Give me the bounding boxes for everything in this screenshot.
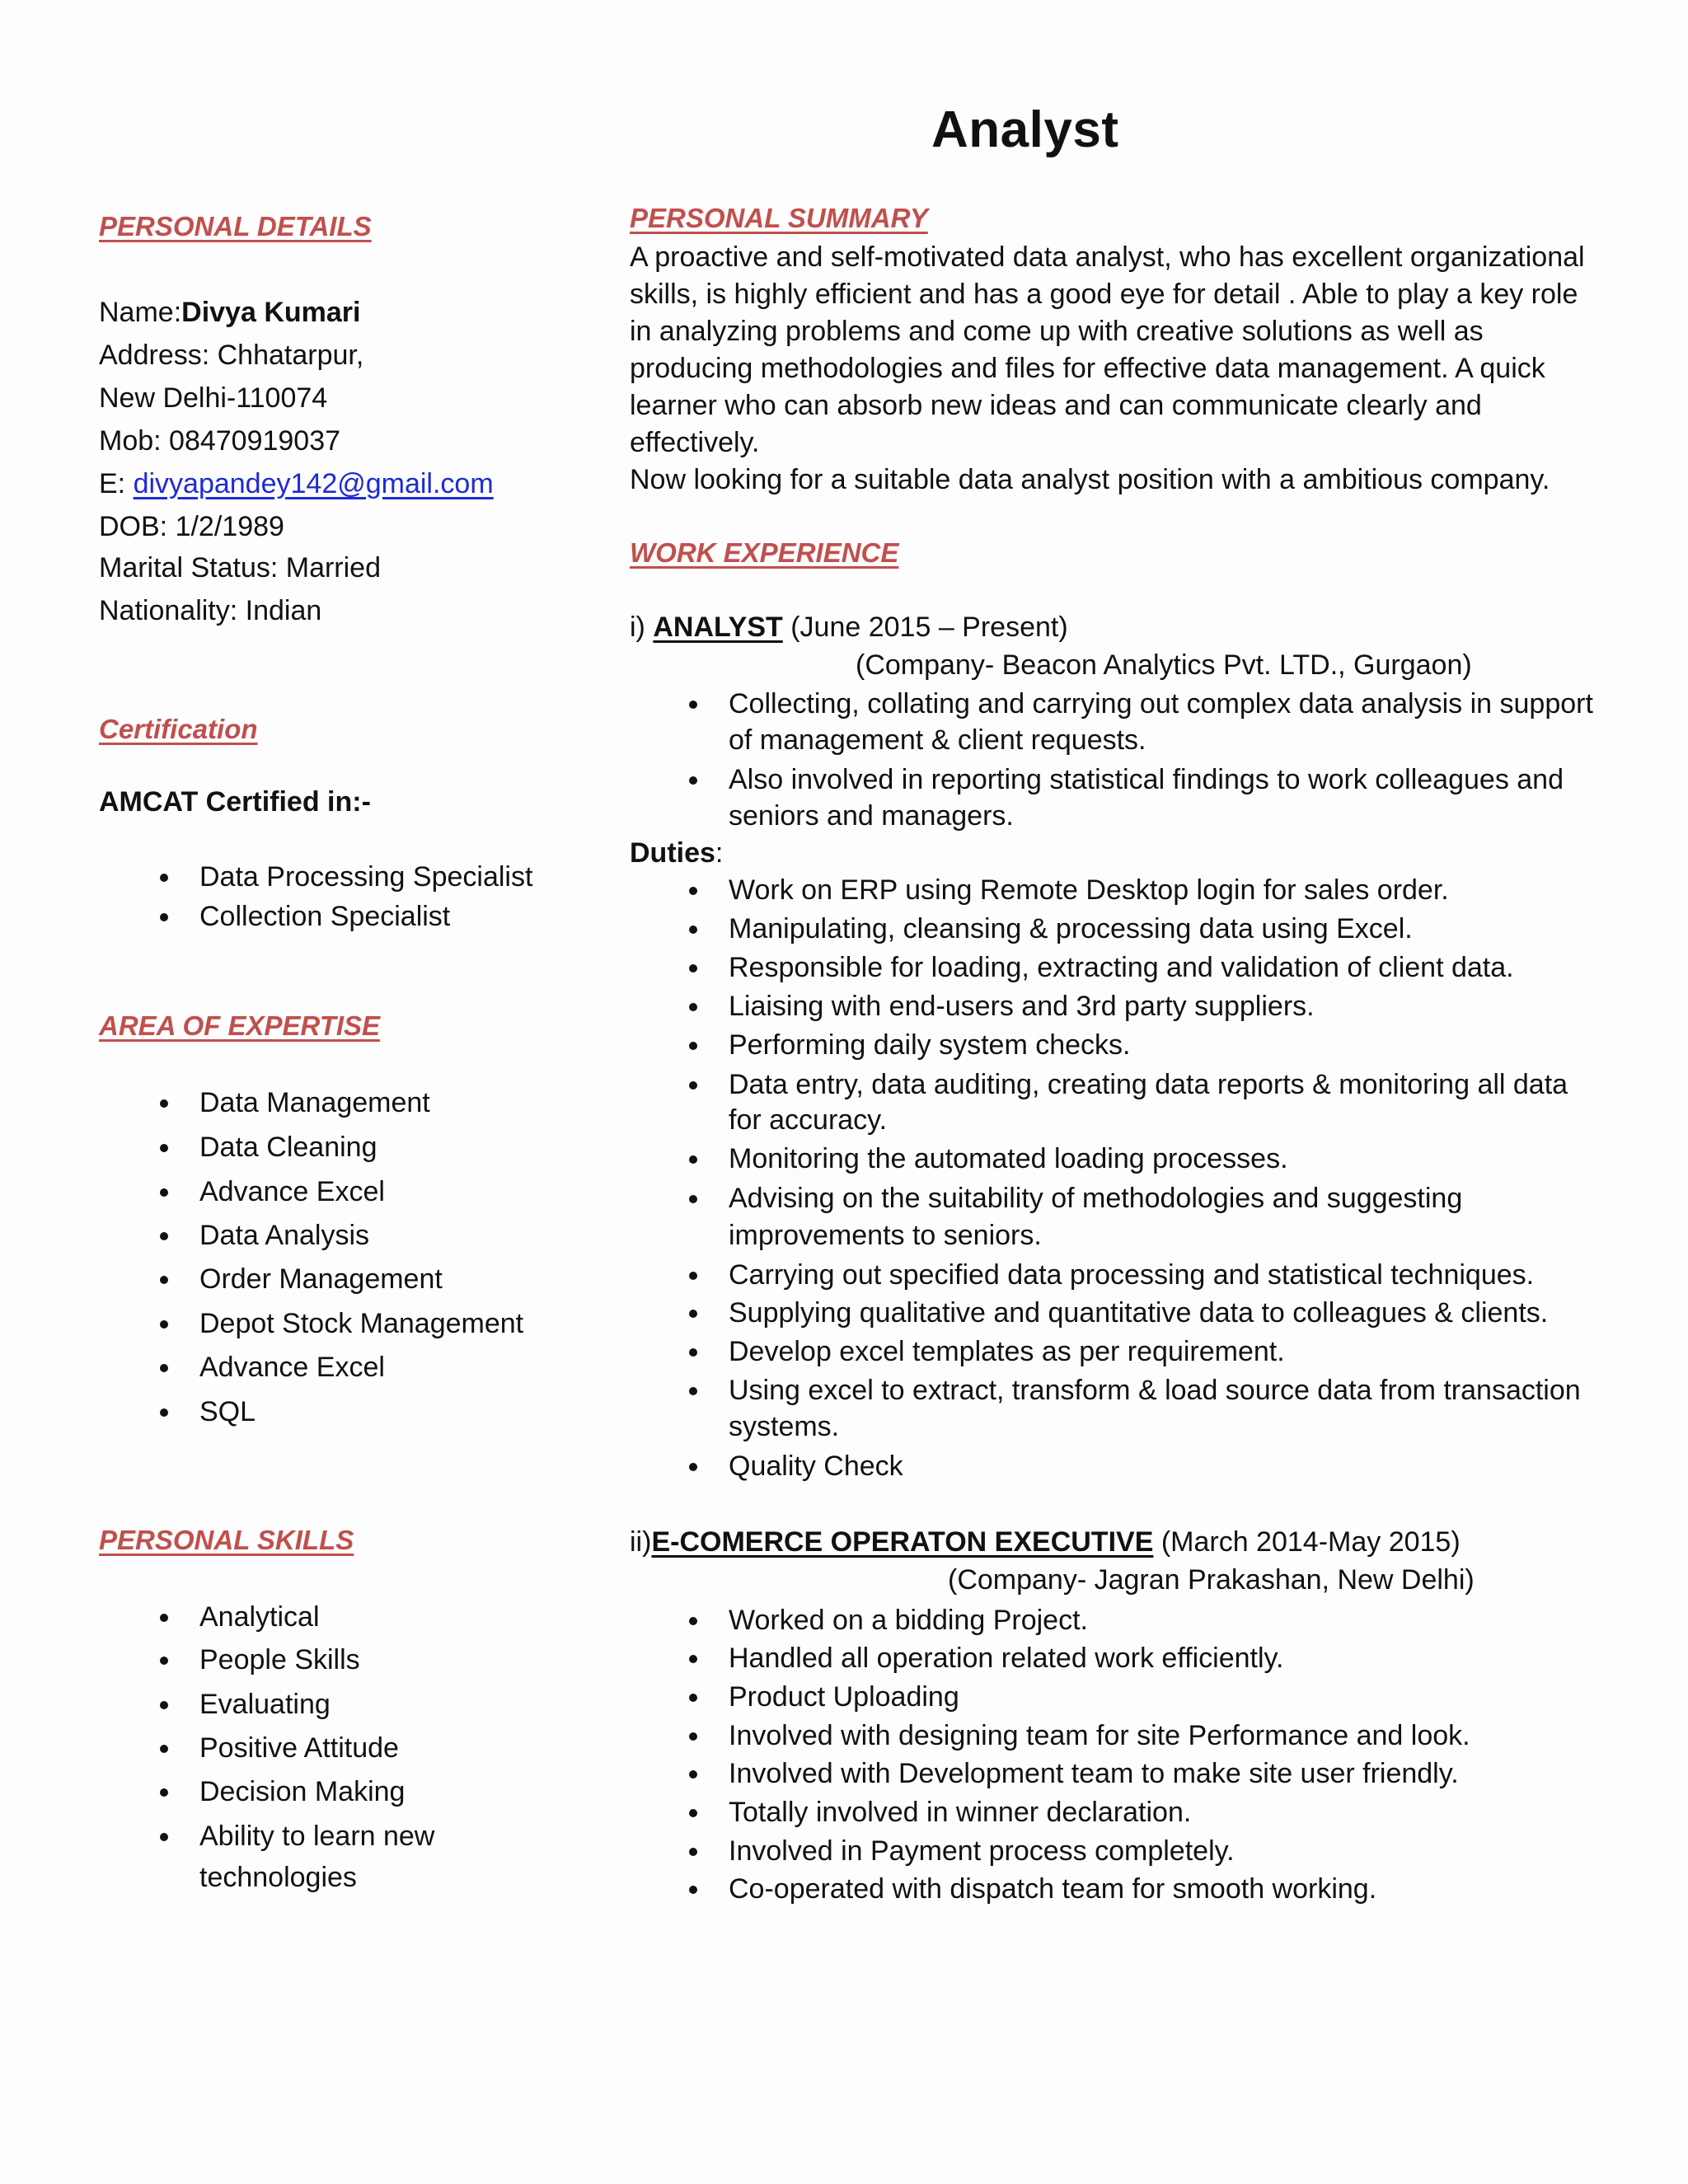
bullet-icon — [160, 1408, 168, 1417]
bullet-icon — [160, 1745, 168, 1753]
list-item: Advance Excel — [199, 1349, 385, 1385]
list-item: Also involved in reporting statistical findings to work colleagues and — [729, 762, 1564, 798]
bullet-icon — [689, 1886, 697, 1894]
bullet-icon — [160, 1144, 168, 1152]
list-item: Data Processing Specialist — [199, 859, 532, 895]
bullet-icon — [160, 1657, 168, 1665]
email-label: E: — [99, 468, 126, 499]
summary-line: skills, is highly efficient and has a good eye for detail . Able to play a key role — [630, 279, 1578, 310]
list-item-continuation: for accuracy. — [729, 1104, 888, 1136]
list-item: Analytical — [199, 1599, 320, 1635]
bullet-icon — [689, 1770, 697, 1779]
email-link[interactable]: divyapandey142@gmail.com — [133, 468, 494, 499]
bullet-icon — [689, 926, 697, 934]
bullet-icon — [689, 1387, 697, 1395]
bullet-icon — [689, 1848, 697, 1856]
list-item: SQL — [199, 1394, 256, 1430]
bullet-icon — [689, 701, 697, 709]
bullet-icon — [689, 1081, 697, 1090]
job2-title: E-COMERCE OPERATON EXECUTIVE — [651, 1526, 1154, 1558]
bullet-icon — [160, 1364, 168, 1372]
list-item: Carrying out specified data processing and statistical techniques. — [729, 1257, 1534, 1293]
list-item: Collection Specialist — [199, 898, 450, 935]
bullet-icon — [689, 1809, 697, 1817]
list-item: Data Cleaning — [199, 1129, 377, 1165]
summary-line: effectively. — [630, 427, 760, 458]
bullet-icon — [689, 1195, 697, 1203]
address-line-2: New Delhi-110074 — [99, 382, 328, 414]
bullet-icon — [689, 1694, 697, 1702]
list-item: Product Uploading — [729, 1679, 959, 1715]
summary-line: A proactive and self-motivated data analyst, who has excellent organizational — [630, 241, 1585, 273]
job1-dates: (June 2015 – Present) — [790, 612, 1068, 643]
list-item: Manipulating, cleansing & processing data using Excel. — [729, 911, 1413, 947]
summary-paragraph — [630, 239, 1619, 499]
name-value: Divya Kumari — [181, 297, 361, 328]
list-item: Involved in Payment process completely. — [729, 1833, 1235, 1869]
list-item-continuation: improvements to seniors. — [729, 1220, 1042, 1251]
work-heading: WORK EXPERIENCE — [630, 537, 899, 568]
list-item: Using excel to extract, transform & load source data from transaction — [729, 1372, 1581, 1408]
bullet-icon — [160, 1276, 168, 1284]
bullet-icon — [160, 1788, 168, 1797]
bullet-icon — [689, 964, 697, 972]
skills-heading: PERSONAL SKILLS — [99, 1525, 354, 1555]
certification-heading: Certification — [99, 714, 258, 744]
bullet-icon — [689, 1655, 697, 1663]
summary-line: in analyzing problems and come up with creative solutions as well as — [630, 316, 1484, 347]
bullet-icon — [160, 1320, 168, 1329]
summary-line: Now looking for a suitable data analyst position with a ambitious company. — [630, 464, 1550, 495]
bullet-icon — [160, 1232, 168, 1240]
marital-line: Marital Status: Married — [99, 552, 381, 583]
list-item: Order Management — [199, 1261, 443, 1297]
list-item: Advising on the suitability of methodologies and suggesting — [729, 1180, 1462, 1216]
summary-heading: PERSONAL SUMMARY — [630, 203, 928, 233]
bullet-icon — [689, 776, 697, 785]
list-item-continuation: seniors and managers. — [729, 800, 1014, 832]
list-item: Data Analysis — [199, 1217, 369, 1254]
job2-number: ii) — [630, 1526, 652, 1558]
bullet-icon — [689, 1348, 697, 1357]
summary-line: learner who can absorb new ideas and can communicate clearly and — [630, 390, 1482, 421]
bullet-icon — [689, 1617, 697, 1625]
job1-company: (Company- Beacon Analytics Pvt. LTD., Gurgaon) — [856, 649, 1472, 681]
job2-dates: (March 2014-May 2015) — [1160, 1526, 1461, 1558]
bullet-icon — [160, 1614, 168, 1622]
list-item: Decision Making — [199, 1774, 405, 1810]
job1-title: ANALYST — [653, 612, 783, 643]
list-item: Liaising with end-users and 3rd party suppliers. — [729, 988, 1315, 1024]
mobile-line: Mob: 08470919037 — [99, 425, 341, 457]
list-item-continuation: of management & client requests. — [729, 724, 1146, 756]
bullet-icon — [689, 1042, 697, 1050]
list-item-continuation: technologies — [199, 1862, 357, 1893]
bullet-icon — [689, 1463, 697, 1471]
duties-label: Duties — [630, 837, 715, 869]
bullet-icon — [689, 1732, 697, 1741]
list-item: Responsible for loading, extracting and validation of client data. — [729, 949, 1514, 986]
job2-company: (Company- Jagran Prakashan, New Delhi) — [948, 1564, 1475, 1596]
duties-colon: : — [715, 837, 724, 869]
bullet-icon — [689, 887, 697, 895]
bullet-icon — [689, 1272, 697, 1280]
page-title: Analyst — [931, 101, 1119, 158]
expertise-heading: AREA OF EXPERTISE — [99, 1010, 381, 1041]
list-item: Involved with Development team to make site user friendly. — [729, 1755, 1459, 1792]
bullet-icon — [160, 1188, 168, 1197]
list-item: Quality Check — [729, 1448, 903, 1484]
job1-number: i) — [630, 612, 645, 643]
bullet-icon — [689, 1155, 697, 1164]
list-item: Co-operated with dispatch team for smooth working. — [729, 1871, 1376, 1907]
list-item: Evaluating — [199, 1686, 331, 1722]
certification-subheading: AMCAT Certified in:- — [99, 786, 371, 818]
address-line-1: Address: Chhatarpur, — [99, 340, 364, 371]
duties-label-line — [630, 839, 723, 867]
list-item: Data entry, data auditing, creating data reports & monitoring all data — [729, 1066, 1568, 1103]
list-item: Performing daily system checks. — [729, 1027, 1131, 1063]
dob-line: DOB: 1/2/1989 — [99, 511, 284, 542]
list-item: Involved with designing team for site Performance and look. — [729, 1718, 1470, 1754]
list-item: Supplying qualitative and quantitative data to colleagues & clients. — [729, 1295, 1548, 1331]
list-item: Advance Excel — [199, 1174, 385, 1210]
list-item: Depot Stock Management — [199, 1305, 523, 1342]
bullet-icon — [160, 1833, 168, 1841]
bullet-icon — [160, 1701, 168, 1709]
list-item: Positive Attitude — [199, 1730, 399, 1766]
list-item: Totally involved in winner declaration. — [729, 1794, 1191, 1830]
list-item: Work on ERP using Remote Desktop login for sales order. — [729, 872, 1449, 908]
bullet-icon — [689, 1310, 697, 1318]
list-item: Handled all operation related work efficiently. — [729, 1640, 1283, 1676]
list-item: Worked on a bidding Project. — [729, 1602, 1088, 1638]
job1-header — [630, 613, 1068, 641]
list-item: Ability to learn new — [199, 1818, 434, 1854]
name-line — [99, 298, 360, 326]
list-item: People Skills — [199, 1642, 360, 1678]
bullet-icon — [160, 874, 168, 882]
summary-line: producing methodologies and files for effective data management. A quick — [630, 353, 1545, 384]
personal-details-heading: PERSONAL DETAILS — [99, 211, 372, 241]
list-item: Monitoring the automated loading processes. — [729, 1141, 1288, 1177]
nationality-line: Nationality: Indian — [99, 595, 322, 626]
email-line — [99, 470, 494, 498]
job2-header — [630, 1528, 1461, 1556]
list-item-continuation: systems. — [729, 1411, 840, 1442]
name-label: Name: — [99, 297, 182, 328]
bullet-icon — [160, 1099, 168, 1108]
list-item: Develop excel templates as per requirement. — [729, 1333, 1285, 1370]
list-item: Data Management — [199, 1085, 430, 1121]
bullet-icon — [160, 913, 168, 921]
list-item: Collecting, collating and carrying out complex data analysis in support — [729, 686, 1593, 722]
bullet-icon — [689, 1003, 697, 1011]
